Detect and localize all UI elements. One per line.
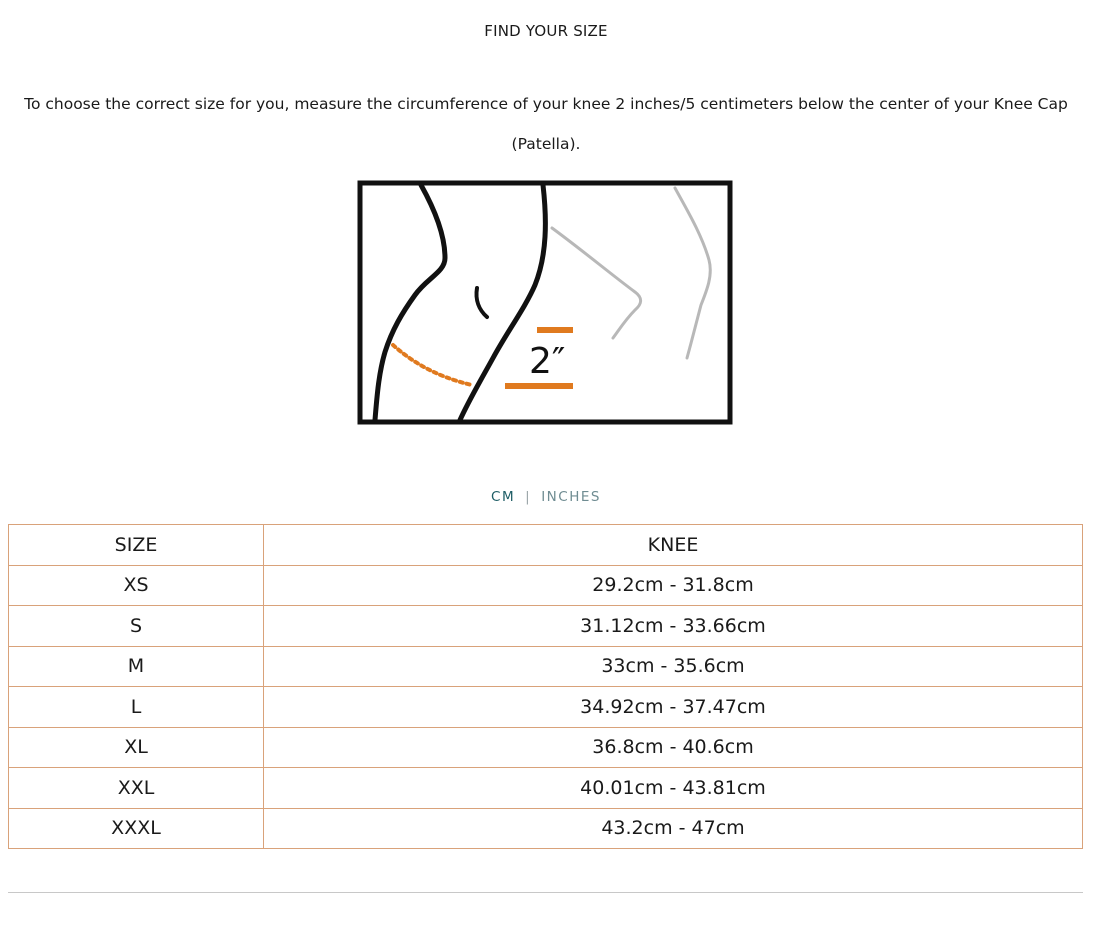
table-row — [9, 687, 1083, 728]
size-cell: XXXL — [9, 808, 264, 849]
table-row — [9, 768, 1083, 809]
size-cell: XXL — [9, 768, 264, 809]
size-cell: S — [9, 606, 264, 647]
unit-inches-tab[interactable]: INCHES — [541, 489, 601, 505]
table-row — [9, 606, 1083, 647]
table-row — [9, 646, 1083, 687]
marker-bottom-bar — [505, 383, 573, 389]
knee-illustration — [357, 180, 733, 425]
knee-measurement-diagram — [357, 180, 733, 425]
table-row — [9, 727, 1083, 768]
marker-top-bar — [537, 327, 573, 333]
knee-range-cell: 31.12cm - 33.66cm — [264, 606, 1083, 647]
unit-cm-tab[interactable]: CM — [491, 489, 516, 505]
page-title: FIND YOUR SIZE — [484, 22, 608, 40]
unit-toggle — [0, 489, 1092, 505]
table-row — [9, 565, 1083, 606]
unit-separator: | — [525, 489, 532, 505]
size-cell: M — [9, 646, 264, 687]
two-inch-label: 2″ — [529, 341, 566, 382]
header-knee: KNEE — [264, 525, 1083, 566]
knee-range-cell: 33cm - 35.6cm — [264, 646, 1083, 687]
instructions-line-1: To choose the correct size for you, measure the circumference of your knee 2 inches/5 centimeters below the center of your Knee Cap — [24, 95, 1068, 113]
size-chart-table — [8, 524, 1083, 849]
table-row — [9, 808, 1083, 849]
header-size: SIZE — [9, 525, 264, 566]
knee-range-cell: 29.2cm - 31.8cm — [264, 565, 1083, 606]
knee-range-cell: 43.2cm - 47cm — [264, 808, 1083, 849]
table-header-row — [9, 525, 1083, 566]
size-cell: XS — [9, 565, 264, 606]
knee-range-cell: 36.8cm - 40.6cm — [264, 727, 1083, 768]
bottom-divider — [8, 892, 1083, 893]
size-cell: XL — [9, 727, 264, 768]
instructions-line-2: (Patella). — [511, 135, 581, 153]
measurement-instructions — [8, 84, 1084, 164]
knee-range-cell: 34.92cm - 37.47cm — [264, 687, 1083, 728]
knee-range-cell: 40.01cm - 43.81cm — [264, 768, 1083, 809]
size-cell: L — [9, 687, 264, 728]
